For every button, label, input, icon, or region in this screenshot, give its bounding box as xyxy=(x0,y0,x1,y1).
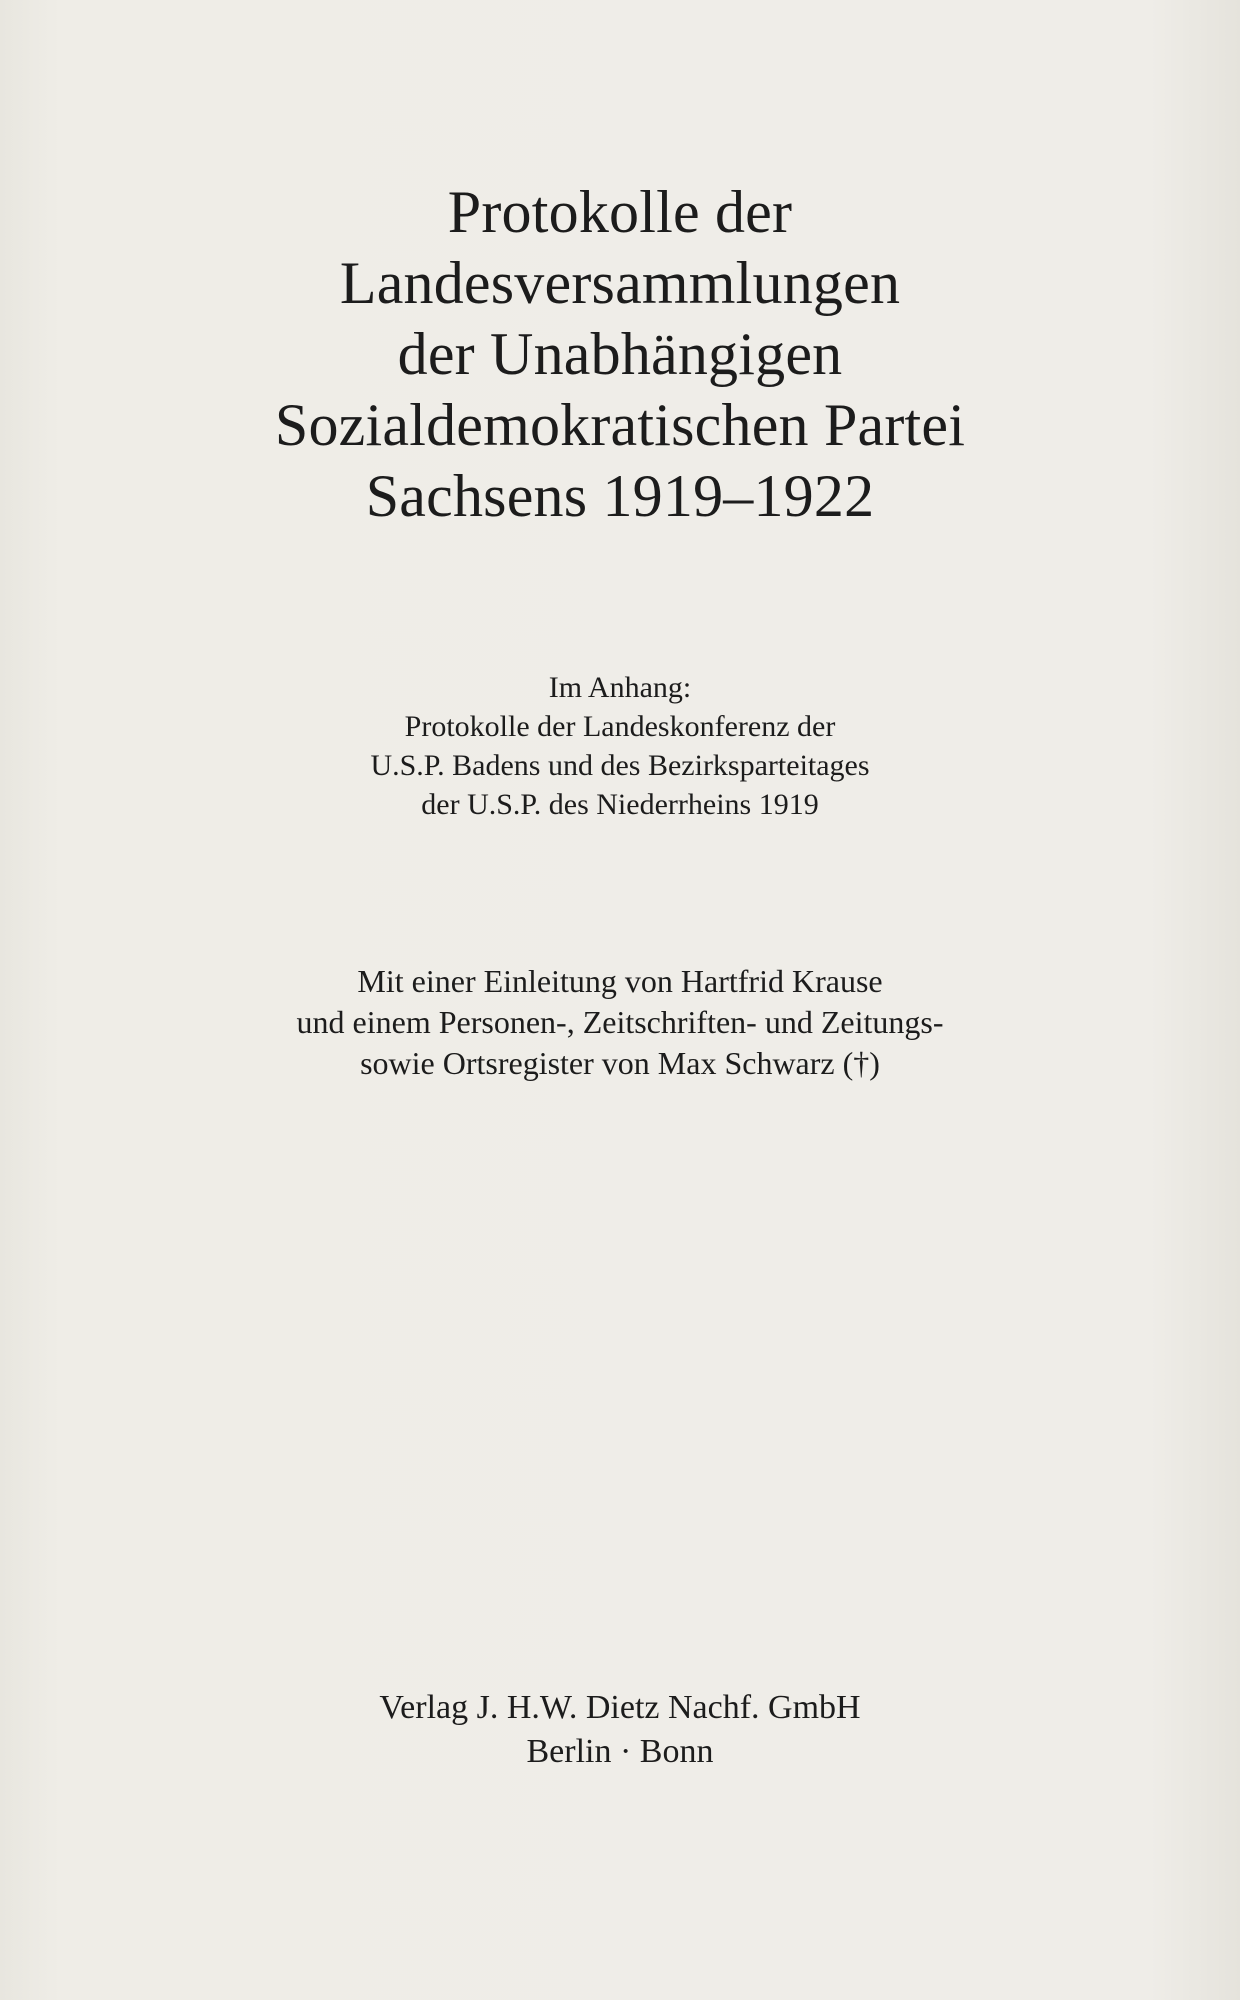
introduction-line-1: Mit einer Einleitung von Hartfrid Krause xyxy=(357,963,883,999)
title-line-2: Landesversammlungen xyxy=(339,250,901,316)
title-line-1: Protokolle der xyxy=(447,179,793,245)
appendix-note xyxy=(0,668,1240,824)
introduction-line-3: sowie Ortsregister von Max Schwarz (†) xyxy=(360,1045,880,1081)
appendix-line-3: der U.S.P. des Niederrheins 1919 xyxy=(421,788,819,821)
introduction-line-2: und einem Personen-, Zeitschriften- und Zeitungs- xyxy=(296,1004,944,1040)
publisher-name: Verlag J. H.W. Dietz Nachf. GmbH xyxy=(379,1689,861,1726)
title-line-4: Sozialdemokratischen Partei xyxy=(274,392,966,458)
title-line-3: der Unabhängigen xyxy=(397,321,843,387)
appendix-line-2: U.S.P. Badens und des Bezirksparteitages xyxy=(370,749,870,782)
appendix-line-1: Protokolle der Landeskonferenz der xyxy=(404,710,836,743)
title-line-5: Sachsens 1919–1922 xyxy=(365,463,875,529)
publisher-places: Berlin · Bonn xyxy=(526,1733,714,1770)
publisher-imprint xyxy=(0,1686,1240,1774)
book-title xyxy=(0,177,1240,532)
appendix-heading: Im Anhang: xyxy=(548,671,692,704)
introduction-credit xyxy=(0,961,1240,1084)
